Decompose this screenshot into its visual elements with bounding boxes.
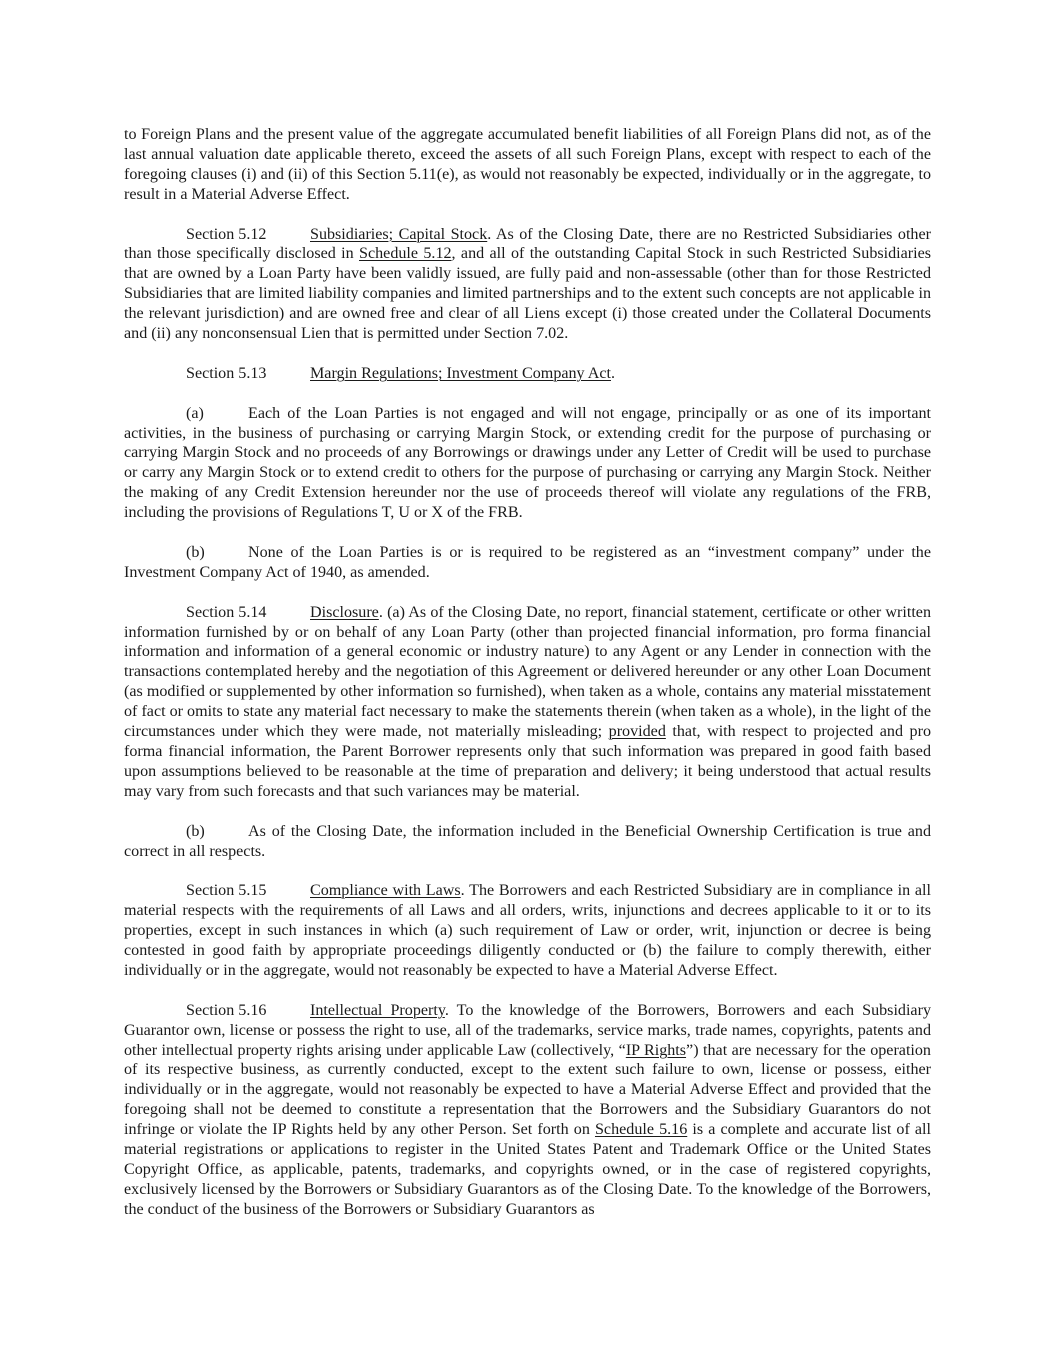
section-5-14 [124,603,931,802]
section-text: . To the knowledge of the Borrowers, Borrowers and each Subsidiary Guarantor own, license or possess the right to use, all of the trademarks, service marks, trade names, copyrights, patents and other intellectual property rights arising under applicable Law (collectively, “ [124,1001,931,1059]
schedule-5-16-reference: Schedule 5.16 [594,1121,688,1139]
section-title: Margin Regulations; Investment Company Act [310,364,611,382]
section-text-continued: , and all of the outstanding Capital Stock in such Restricted Subsidiaries that are owned by a Loan Party have been validly issued, are fully paid and non-assessable (other than for those Restricted Subsidiaries that are limited liability companies and limited partnerships and to the extent such concepts are not applicable in the relevant jurisdiction) and are owned free and clear of all Liens except (i) those created under the Collateral Documents and (ii) any nonconsensual Lien that is permitted under Section 7.02. [124,245,932,343]
section-5-13-b [124,543,931,583]
section-text-middle: ”) that are necessary for the operation of its respective business, as currently conducted, except to the extent such failure to own, license or possess, either individually or in the aggregate, would not reasonably be expected to have a Material Adverse Effect and provided that the foregoing shall not be deemed to constitute a representation that the Borrowers and the Subsidiary Guarantors do not infringe or violate the IP Rights held by any other Person. Set forth on [124,1041,931,1139]
clause-label: (b) [186,822,205,840]
section-5-16 [124,1001,931,1220]
section-number: Section 5.16 [186,1001,267,1019]
clause-text: None of the Loan Parties is or is required to be registered as an “investment company” under the Investment Company Act of 1940, as amended. [124,543,931,581]
section-text: . [610,364,616,382]
section-5-15 [124,881,931,981]
schedule-5-12-reference: Schedule 5.12 [359,245,452,263]
section-title: Disclosure [310,603,379,621]
section-5-12 [124,225,931,344]
clause-label: (b) [186,543,205,561]
provided-term: provided [608,723,666,741]
clause-text: Each of the Loan Parties is not engaged and will not engage, principally or as one of its important activities, in the business of purchasing or carrying Margin Stock, or extending credit for the purpose of purchasing or carrying Margin Stock and no proceeds of any Borrowings or drawings under any Letter of Credit will be used to purchase or carry any Margin Stock or to extend credit to others for the purpose of purchasing or carrying any Margin Stock. Neither the making of any Credit Extension hereunder nor the use of proceeds thereof will violate any regulations of the FRB, including the provisions of Regulations T, U or X of the FRB. [124,404,931,522]
section-title: Intellectual Property [310,1001,445,1019]
section-title: Subsidiaries; Capital Stock [310,225,488,243]
section-number: Section 5.14 [186,603,267,621]
section-number: Section 5.15 [186,882,267,900]
clause-label: (a) [186,404,204,422]
section-number: Section 5.13 [186,364,267,382]
section-text-continued: that, with respect to projected and pro forma financial information, the Parent Borrower represents only that such information was prepared in good faith based upon assumptions believed to be reasonable at the time of preparation and delivery; it being understood that actual results may vary from such forecasts and that such variances may be material. [124,723,931,800]
paragraph-foreign-plans-continuation: to Foreign Plans and the present value of the aggregate accumulated benefit liabilities of all Foreign Plans did not, as of the last annual valuation date applicable thereto, exceed the assets of all such Foreign Plans, except with respect to each of the foregoing clauses (i) and (ii) of this Section 5.11(e), as would not reasonably be expected, individually or in the aggregate, to result in a Material Adverse Effect. [124,126,931,203]
document-page [124,125,931,1220]
section-text-continued: is a complete and accurate list of all material registrations or applications to register in the United States Patent and Trademark Office or the United States Copyright Office, as applicable, patents, trademarks, and copyrights owned, or in the case of registered copyrights, exclusively licensed by the Borrowers or Subsidiary Guarantors as of the Closing Date. To the knowledge of the Borrowers, the conduct of the business of the Borrowers or Subsidiary Guarantors as [124,1121,932,1218]
section-text: . As of the Closing Date, there are no Restricted Subsidiaries other than those specifically disclosed in [124,225,931,263]
section-title: Compliance with Laws [310,882,461,900]
ip-rights-defined-term: IP Rights [625,1041,687,1059]
section-5-13 [124,364,931,384]
section-5-14-b [124,822,931,862]
section-text: . (a) As of the Closing Date, no report, financial statement, certificate or other written information furnished by or on behalf of any Loan Party (other than projected financial information, pro forma financial information and information of a general economic or industry nature) to any Agent or any Lender in connection with the transactions contemplated hereby and the negotiation of this Agreement or delivered hereunder or any other Loan Document (as modified or supplemented by other information so furnished), when taken as a whole, contains any material misstatement of fact or omits to state any material fact necessary to make the statements therein (when taken as a whole), in the light of the circumstances under which they were made, not materially misleading; [124,603,931,741]
section-5-13-a [124,404,931,523]
section-text: . The Borrowers and each Restricted Subsidiary are in compliance in all material respects with the requirements of all Laws and all orders, writs, injunctions and decrees applicable to it or to its properties, except in such instances in which (a) such requirement of Law or order, writ, injunction or decree is being contested in good faith by appropriate proceedings diligently conducted or (b) the failure to comply therewith, either individually or in the aggregate, would not reasonably be expected to have a Material Adverse Effect. [124,882,931,979]
clause-text: As of the Closing Date, the information included in the Beneficial Ownership Certification is true and correct in all respects. [124,822,931,860]
section-number: Section 5.12 [186,225,267,243]
